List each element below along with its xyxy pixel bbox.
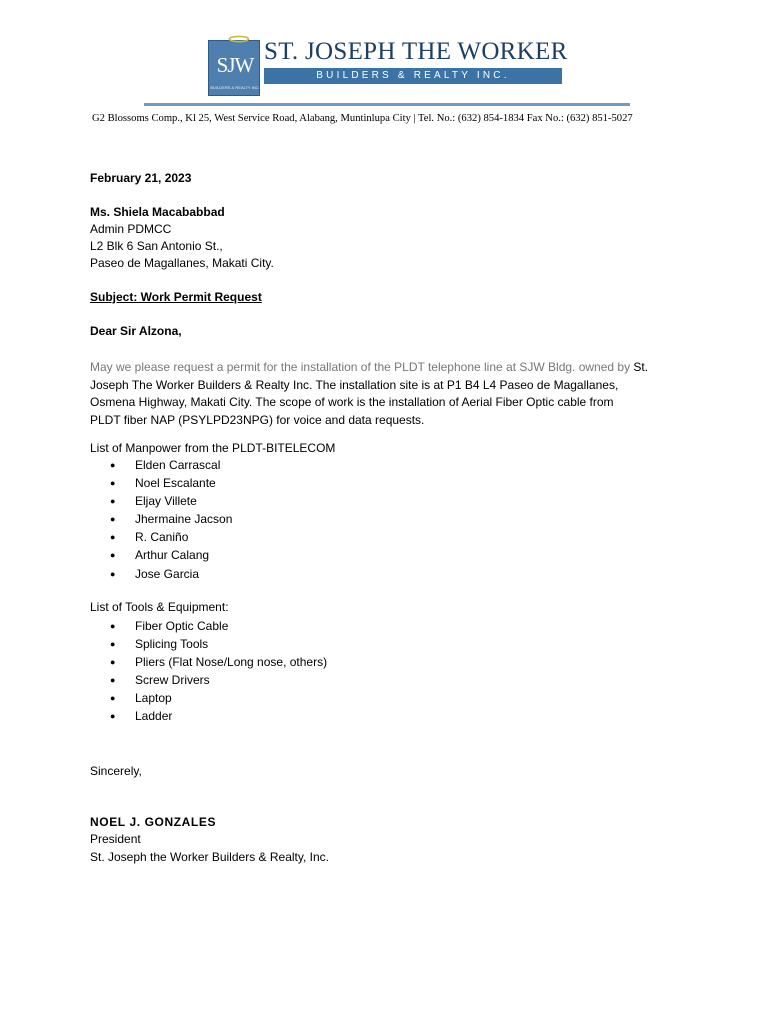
- header-divider: [144, 103, 630, 106]
- halo-icon: [228, 35, 250, 43]
- list-item: [110, 456, 232, 474]
- list-item: [110, 635, 327, 653]
- list-item: [110, 492, 232, 510]
- salutation: Dear Sir Alzona,: [90, 324, 182, 338]
- recipient-address-line2: Paseo de Magallanes, Makati City.: [90, 256, 274, 270]
- body-line-1: [90, 359, 710, 377]
- letter-subject: Subject: Work Permit Request: [90, 290, 262, 304]
- manpower-name: Noel Escalante: [135, 476, 216, 491]
- recipient-title: Admin PDMCC: [90, 222, 172, 236]
- signatory-title: President: [90, 832, 141, 846]
- list-item: [110, 474, 232, 492]
- body-line-2: Joseph The Worker Builders & Realty Inc. The installation site is at P1 B4 L4 Paseo de Magallanes,: [90, 377, 619, 392]
- closing: Sincerely,: [90, 764, 142, 778]
- list-item: [110, 565, 232, 583]
- tool-name: Screw Drivers: [135, 673, 210, 688]
- list-item: [110, 653, 327, 671]
- signatory-name: NOEL J. GONZALES: [90, 815, 217, 829]
- list-item: [110, 689, 327, 707]
- bullet-icon: ●: [110, 550, 116, 561]
- body-line-1-black: St.: [630, 360, 649, 374]
- body-line-3: Osmena Highway, Makati City. The scope of work is the installation of Aerial Fiber Optic cable from: [90, 395, 614, 409]
- list-item: [110, 617, 327, 635]
- manpower-name: Elden Carrascal: [135, 458, 221, 472]
- manpower-heading: List of Manpower from the PLDT-BITELECOM: [90, 441, 336, 455]
- bullet-icon: ●: [110, 693, 116, 704]
- logo-text: SJW: [216, 53, 254, 77]
- recipient-name: Ms. Shiela Macababbad: [90, 205, 225, 219]
- tools-heading: List of Tools & Equipment:: [90, 600, 229, 614]
- bullet-icon: ●: [110, 460, 116, 470]
- bullet-icon: ●: [110, 675, 116, 686]
- bullet-icon: ●: [110, 532, 116, 543]
- bullet-icon: ●: [110, 639, 116, 650]
- manpower-list: [110, 456, 232, 583]
- company-subtitle: BUILDERS & REALTY INC.: [264, 68, 562, 84]
- signatory-company: St. Joseph the Worker Builders & Realty, Inc.: [90, 850, 329, 864]
- tool-name: Pliers (Flat Nose/Long nose, others): [135, 655, 328, 670]
- list-item: [110, 510, 232, 528]
- tool-name: Laptop: [135, 691, 172, 706]
- manpower-name: Arthur Calang: [135, 548, 210, 563]
- bullet-icon: ●: [110, 621, 116, 631]
- recipient-address-line1: L2 Blk 6 San Antonio St.,: [90, 239, 223, 253]
- tool-name: Fiber Optic Cable: [135, 619, 229, 633]
- bullet-icon: ●: [110, 657, 116, 668]
- logo-subtext: BUILDERS & REALTY INC.: [210, 85, 260, 90]
- list-item: [110, 546, 232, 564]
- manpower-name: Eljay Villete: [135, 494, 197, 509]
- letter-date: February 21, 2023: [90, 171, 192, 185]
- body-line-1-gray: May we please request a permit for the installation of the PLDT telephone line at SJW Bldg. owned by: [90, 360, 631, 374]
- manpower-name: Jhermaine Jacson: [135, 512, 233, 527]
- body-line-4: PLDT fiber NAP (PSYLPD23NPG) for voice and data requests.: [90, 412, 425, 427]
- letterhead: [0, 0, 768, 140]
- list-item: [110, 671, 327, 689]
- company-address: G2 Blossoms Comp., Kl 25, West Service Road, Alabang, Muntinlupa City | Tel. No.: (632) 854-1834 Fax No.: (632) 851-5027: [92, 113, 633, 124]
- bullet-icon: ●: [110, 496, 116, 507]
- bullet-icon: ●: [110, 568, 116, 579]
- company-name: ST. JOSEPH THE WORKER: [264, 38, 568, 65]
- bullet-icon: ●: [110, 514, 116, 525]
- company-logo: [208, 40, 260, 96]
- tool-name: Splicing Tools: [135, 637, 209, 652]
- tools-list: [110, 617, 327, 726]
- manpower-name: Jose Garcia: [135, 566, 200, 581]
- manpower-name: R. Caniño: [135, 530, 189, 545]
- bullet-icon: ●: [110, 478, 116, 489]
- letter-body: [90, 359, 710, 429]
- tool-name: Ladder: [135, 709, 173, 724]
- list-item: [110, 707, 327, 725]
- list-item: [110, 528, 232, 546]
- bullet-icon: ●: [110, 711, 116, 722]
